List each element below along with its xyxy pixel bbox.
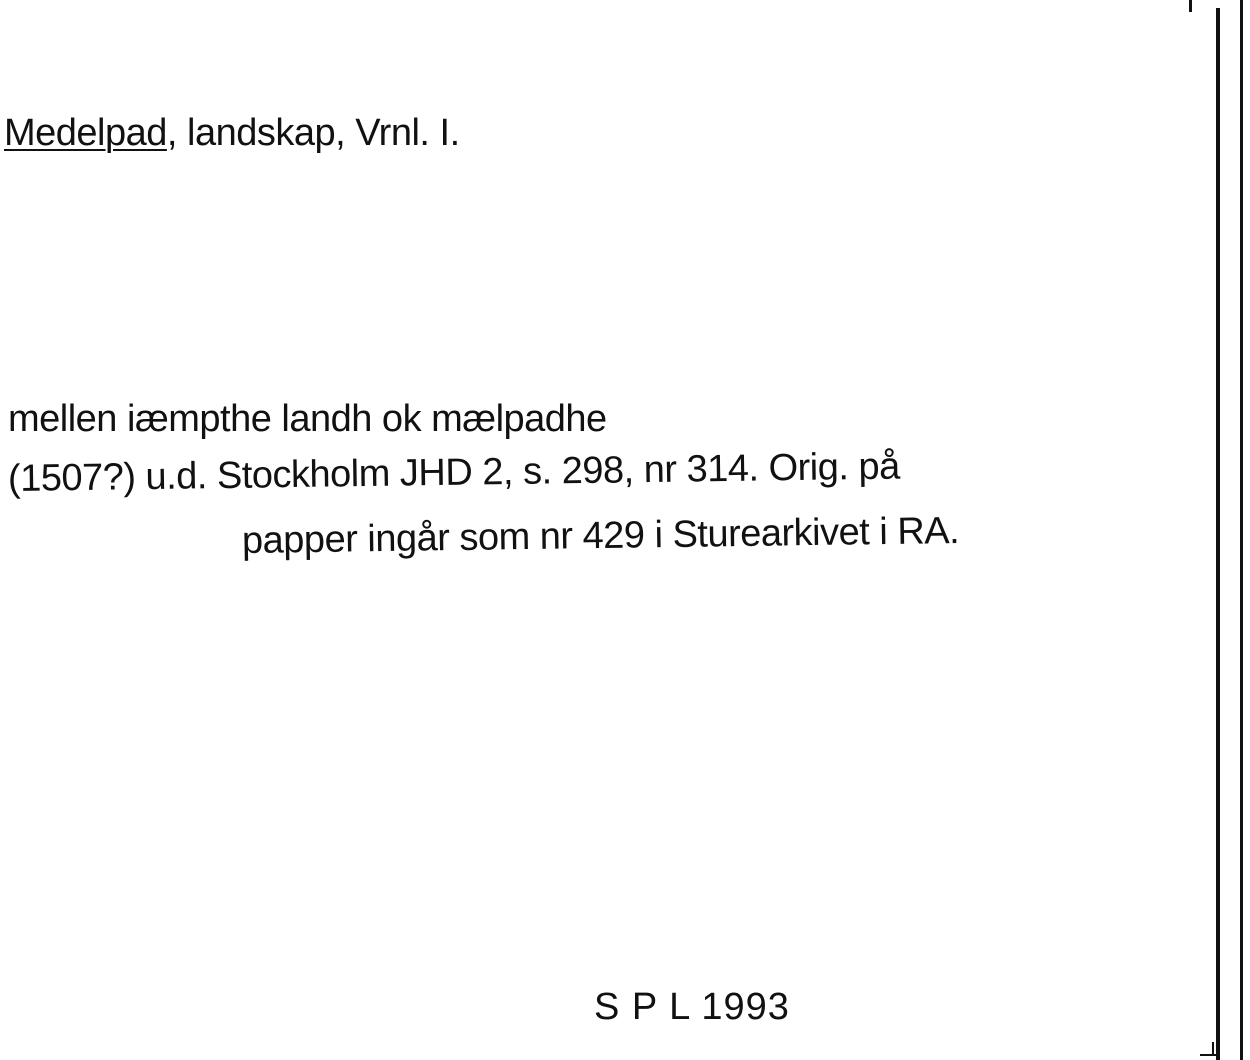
headword: Medelpad	[4, 112, 167, 154]
signature-initials-year: S P L 1993	[594, 986, 790, 1028]
headword-description: , landskap, Vrnl. I.	[166, 112, 460, 154]
source-reference-line-1: (1507?) u.d. Stockholm JHD 2, s. 298, nr 314. Orig. på	[7, 445, 900, 500]
card-edge-line	[1216, 8, 1220, 1060]
scan-border-line	[1240, 0, 1243, 1060]
scan-edge-mark-top	[1189, 0, 1192, 12]
quotation-text: mellen iæmpthe landh ok mælpadhe	[8, 398, 607, 440]
scan-edge-mark-bottom-vertical	[1212, 1042, 1214, 1056]
source-reference-line-2: papper ingår som nr 429 i Sturearkivet i RA.	[241, 509, 960, 562]
headword-line	[4, 112, 460, 155]
